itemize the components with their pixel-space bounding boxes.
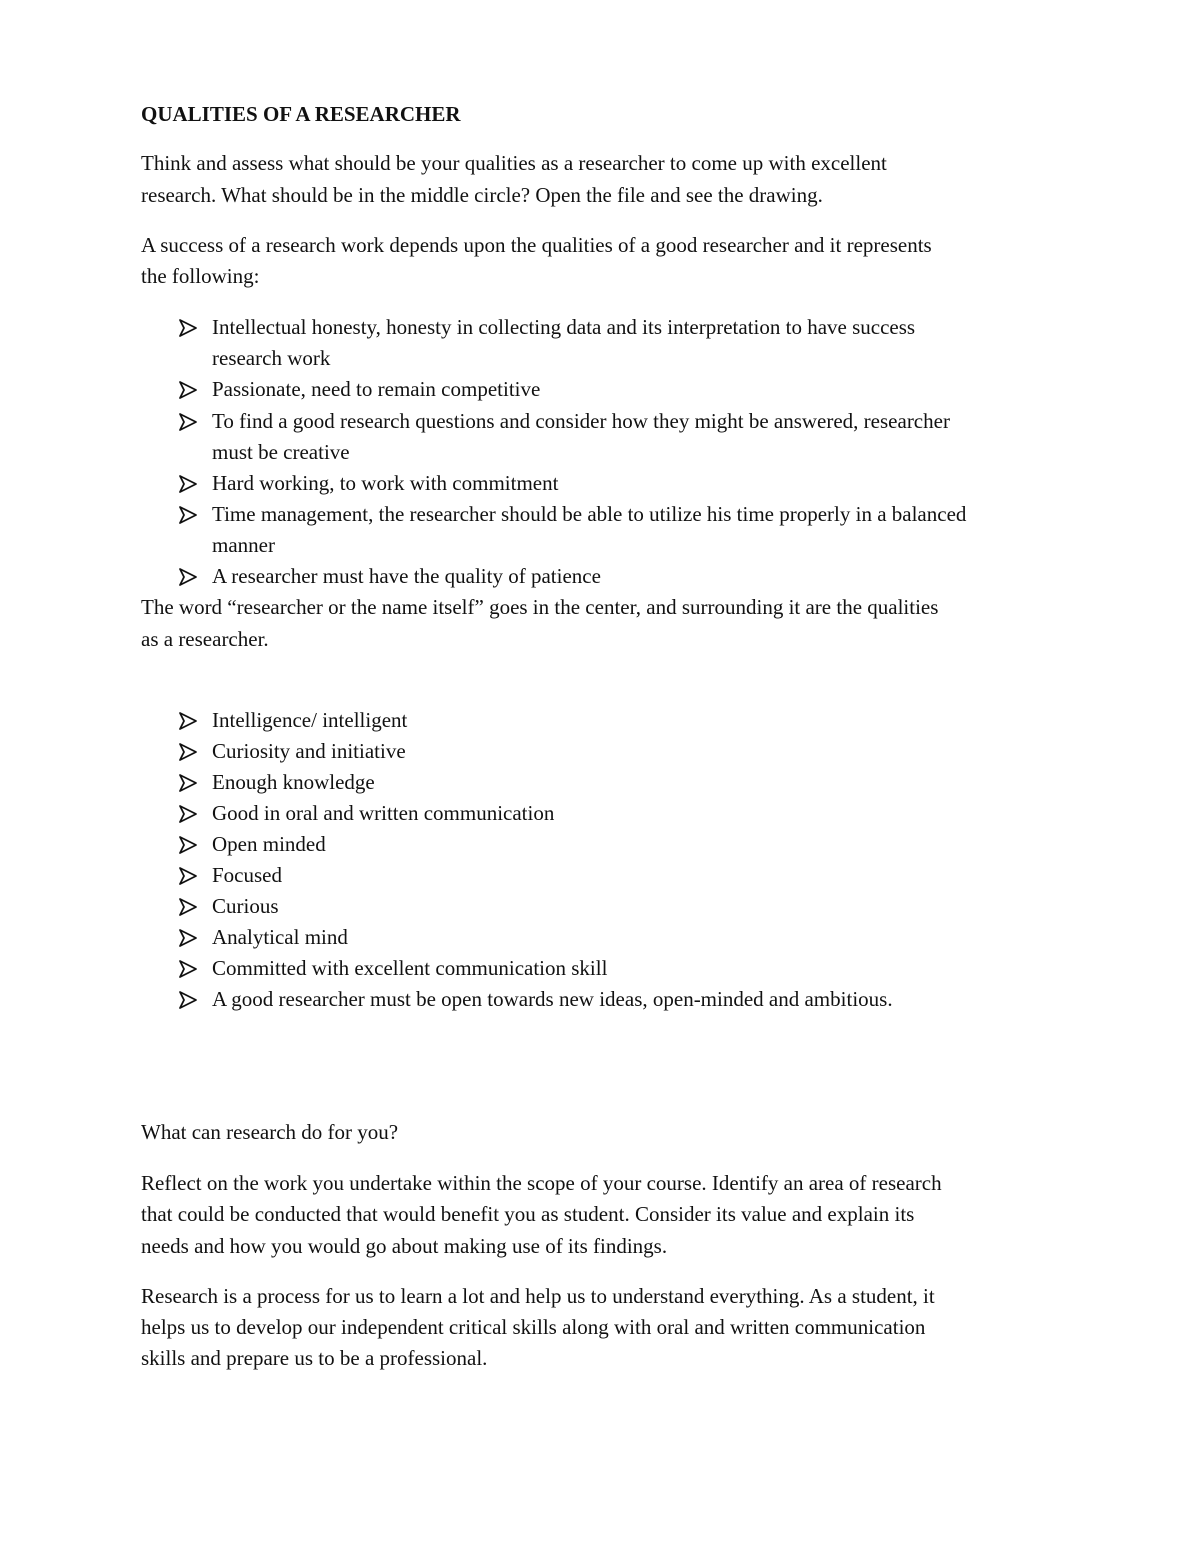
arrow-bullet-icon xyxy=(178,990,198,1010)
reflect-line-1: Reflect on the work you undertake within the scope of your course. Identify an area of research xyxy=(141,1171,942,1195)
document-title: QUALITIES OF A RESEARCHER xyxy=(141,102,461,126)
arrow-bullet-icon xyxy=(178,412,198,432)
list-item-line: Intellectual honesty, honesty in collecting data and its interpretation to have success xyxy=(212,315,916,339)
list-item-line: To find a good research questions and consider how they might be answered, researcher xyxy=(212,409,950,433)
list-item-text: Open minded xyxy=(212,832,326,856)
reflect-line-3: needs and how you would go about making use of its findings. xyxy=(141,1234,668,1258)
center-line-1: The word “researcher or the name itself” goes in the center, and surrounding it are the qualities xyxy=(141,595,939,619)
list-item-line: Hard working, to work with commitment xyxy=(212,471,559,495)
list-item-text: Good in oral and written communication xyxy=(212,801,555,825)
center-line-2: as a researcher. xyxy=(141,627,269,651)
intro-line-1: Think and assess what should be your qualities as a researcher to come up with excellent xyxy=(141,151,887,175)
list-item-line: Time management, the researcher should be able to utilize his time properly in a balanced xyxy=(212,502,967,526)
arrow-bullet-icon xyxy=(178,742,198,762)
arrow-bullet-icon xyxy=(178,804,198,824)
arrow-bullet-icon xyxy=(178,773,198,793)
answer-line-1: Research is a process for us to learn a lot and help us to understand everything. As a student, it xyxy=(141,1284,935,1308)
arrow-bullet-icon xyxy=(178,711,198,731)
list-item-text: Committed with excellent communication skill xyxy=(212,956,608,980)
list-item-line: must be creative xyxy=(212,440,350,464)
list-item-line: Passionate, need to remain competitive xyxy=(212,377,541,401)
list-item-text: Curiosity and initiative xyxy=(212,739,406,763)
list-item-text: Analytical mind xyxy=(212,925,348,949)
list-item-text: Focused xyxy=(212,863,282,887)
list-item-text: Enough knowledge xyxy=(212,770,375,794)
arrow-bullet-icon xyxy=(178,928,198,948)
list-item-text: Curious xyxy=(212,894,279,918)
arrow-bullet-icon xyxy=(178,567,198,587)
answer-line-3: skills and prepare us to be a professional. xyxy=(141,1346,488,1370)
arrow-bullet-icon xyxy=(178,505,198,525)
reflect-line-2: that could be conducted that would benefit you as student. Consider its value and explain its xyxy=(141,1202,915,1226)
question-heading: What can research do for you? xyxy=(141,1120,399,1144)
list-item-text: Intelligence/ intelligent xyxy=(212,708,408,732)
list-item-line: research work xyxy=(212,346,331,370)
arrow-bullet-icon xyxy=(178,897,198,917)
answer-line-2: helps us to develop our independent critical skills along with oral and written communication xyxy=(141,1315,926,1339)
list-item-line: A researcher must have the quality of patience xyxy=(212,564,601,588)
arrow-bullet-icon xyxy=(178,866,198,886)
arrow-bullet-icon xyxy=(178,474,198,494)
arrow-bullet-icon xyxy=(178,318,198,338)
arrow-bullet-icon xyxy=(178,835,198,855)
intro-line-2: research. What should be in the middle circle? Open the file and see the drawing. xyxy=(141,183,823,207)
list-item-text: A good researcher must be open towards new ideas, open-minded and ambitious. xyxy=(212,987,893,1011)
list-item-line: manner xyxy=(212,533,275,557)
arrow-bullet-icon xyxy=(178,380,198,400)
arrow-bullet-icon xyxy=(178,959,198,979)
success-line-1: A success of a research work depends upon the qualities of a good researcher and it represents xyxy=(141,233,932,257)
success-line-2: the following: xyxy=(141,264,260,288)
